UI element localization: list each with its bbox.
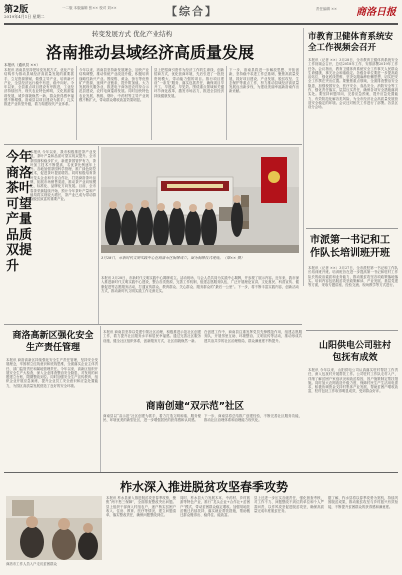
right-top-headline-line1 xyxy=(308,32,400,54)
center-body-2: 在创建工作中，商南县注重发挥党员先锋模范作用，组建志愿服务队，开展邻里互助、环境整治、文明宣传等活动，推动形成共建共治共享的社区治理格局，群众满意度不断提升。 xyxy=(204,330,302,343)
right-mid-body: 本报讯（记者 ××）3月27日，全市派驻第一书记和工作队长培训班开班。培训班旨在进一步提高第一书记和驻村工作队长的政治素质和业务能力，推动脱贫攻坚各项政策落地落实。培训内容包括脱贫攻坚政策解读、产业发展、基层党建等方面，采取专题讲座、经验交流、现场教学等方式进行。 xyxy=(308,266,398,288)
center-body-3: 商南县以“双示范”社区创建为抓手，着力打造文明和谐、服务便民、环境优美的新型社区，进一步增强居民的获得感和认同感。 xyxy=(103,414,201,423)
right-low-headline: 山阳供电公司驻村包抚有成效 xyxy=(318,341,391,363)
visit-photo-graphic xyxy=(6,496,102,560)
right-low-headline-box xyxy=(316,340,394,364)
lead-body-3: 县上把招商引资作为经济工作的生命线，创新招商方式，优化营商环境，先后引进了一批投资规模大、带动能力强的项目。推行项目建设“一条龙”服务，落实包抓责任，确保项目早开工、早建成、早见效。围绕重点领域和关键环节深化改革，激发市场活力，推进全县经济持续健康发展。 xyxy=(154,68,224,98)
story-under-photo: 本报讯 3月28日，市新时代文明实践中心揭牌成立。活动现场，与会人员共同为实践中心揭牌，并参观了展示内容。近年来，我市深入推进新时代文明实践中心建设，整合各类资源，完善工作机制，组建志愿服务队伍，广泛开展理论宣讲、文化惠民、科普宣传、健康促进等志愿服务活动，打通宣传群众、教育群众、关心群众、服务群众的“最后一公里”。下一步，将不断丰富实践内容，创新活动方式，推动新时代文明实践工作走深走实。 xyxy=(101,276,299,293)
date-line: 2019年4月1日 星期二 xyxy=(4,14,45,19)
bottom-photo xyxy=(6,496,102,560)
paper-note: 责任编辑 ×× xyxy=(316,7,337,11)
news-photo xyxy=(101,147,299,253)
page-number: 第2版 xyxy=(4,5,29,15)
masthead xyxy=(0,0,402,24)
lead-body-4: 下一步，洛南县将进一步解放思想、开拓创新，坚持稳中求进工作总基调，聚焦高质量发展，抓好项目建设、产业发展、脱贫攻坚、生态保护等重点工作，努力推动县域经济高质量发展迈出新步伐，为建设美丽幸福新洛南作出新贡献。 xyxy=(229,68,299,94)
right-low-body: 本报讯 今年以来，山阳供电公司认真落实驻村帮扶工作责任，深入包抚村开展帮扶工作。公司驻村工作队走村入户，详细了解贫困户家庭状况和致贫原因，因户施策制定帮扶措施。同时加大农网改造升级力度，保障村民生产生活用电需求，积极协调资金支持村集体产业发展，帮助贫困户增收致富，驻村包抚工作取得明显成效，受到群众好评。 xyxy=(308,368,398,394)
left-col-body: 本报讯 今年以来，我市积极推进茶产业发展，茶叶产量和品质可望实现双提升。全市茶园面积稳步扩大，新建茶园管护有力，茶叶加工技术不断提高，名优茶比例逐年上升。各地加强茶园科学管理，推广绿色防控技术，促进茶叶提质增效。同时积极培育茶叶龙头企业和专业合作社，打造商洛茶叶品牌，拓展市场销售渠道，推动茶产业向规模化、标准化、品牌化方向发展。目前，全市春茶采摘陆续开始，预计今年茶叶产量和产值均将实现较大增长，茶产业已成为带动群众脱贫致富的重要产业。 xyxy=(30,150,96,202)
paper-logo: 商洛日报 xyxy=(356,7,396,18)
lead-kicker: 转变发展方式 优化产业结构 xyxy=(92,30,173,38)
bottom-body-2: 同时，柞水县大力发展木耳、中药材、乡村旅游等特色产业，推行“龙头企业+合作社+贫困户”模式，带动贫困群众稳定增收。加强易地扶贫搬迁后续扶持，落实就业帮扶措施，帮助搬迁群众搬得出、稳得住、能致富。 xyxy=(180,496,250,518)
lead-body-2: 今年以来，洛南县坚持新发展理念，加快产业结构调整，推动传统产业改造升级，积极培育战略性新兴产业。围绕钼、黄金、萤石等优势矿产资源，延伸产业链条，提升附加值。大力发展现代服务业，推进电子商务进农村综合示范县建设，农村电商蓬勃发展。同时加快特色农业发展，核桃、烟叶、中药材等主导产业规模不断扩大，带动群众增收致富效果明显。 xyxy=(79,68,149,103)
right-mid-headline: 市派第一书记和工作队长培训班开班 xyxy=(310,235,390,259)
right-top-body: 本报讯（记者 ××）3月28日，全市教育卫健体育系统安全工作视频会召开，总结2018年工作，安排部署2019年工作任务。会议指出，教育卫健体育系统安全工作事关人民群众生命健康，事关社会和谐稳定。各级各单位要进一步提高政治站位，强化底线思维，坚决克服麻痹松懈思想，切实把安全工作摆在突出位置。要聚焦重点领域，全面排查整治安全隐患，加强校园安全、医疗安全、食品安全、消防安全等工作，强化责任落实，层层压实责任，确保各项安全措施落到实处。要坚持问题导向，完善应急预案，提升应急处置能力，有效防范化解各类风险，为全市经济社会高质量发展营造安全稳定的环境。会议还对相关工作进行了部署。各县区设分会场。 xyxy=(308,58,398,110)
photo-caption: 3月28日，市新时代文明实践中心在商洛市区揭牌成立。图为揭牌仪式现场。（郑×× 摄） xyxy=(101,256,245,260)
section-title: 【综合】 xyxy=(166,5,218,18)
lead-byline: 本报讯（通讯员 ××） xyxy=(4,63,40,67)
bottom-body-4: 据了解，柞水县将以春季攻势为契机，持续巩固脱贫成果，推动脱贫攻坚与乡村振兴有效衔接，不断提升贫困群众的获得感和满意度。 xyxy=(328,496,398,509)
left-mid-body: 本报讯 商洛高新区持续强化安全生产责任管理，坚持安全发展理念，牢固树立红线意识和底线思维，全面落实企业主体责任、部门监管责任和属地管理责任。今年以来，高新区组织开展安全生产大检查，深入企业排查整治安全隐患，对发现的问题建立台账，限期整改到位。同时加强安全生产宣传教育，组织企业开展应急演练，提升企业员工安全意识和应急处置能力，为园区高质量发展营造了良好的安全环境。 xyxy=(6,358,98,388)
center-body-1: 本报讯 商南县坚持以党建引领社区治理，积极推进示范社区创建工作，着力提升社区服务水平和居民幸福感。通过完善社区服务设施，健全社区组织体系，创新服务方式，社区面貌焕然一新。 xyxy=(103,330,201,343)
topline: 一二版 本版编辑 张×× 校对 刘×× xyxy=(62,6,117,10)
right-mid-headline-box xyxy=(310,234,398,260)
left-col-headline: 今年 商洛 茶叶 可望 产量 品质 双提 升 xyxy=(6,150,33,274)
lead-headline: 洛南推动县域经济高质量发展 xyxy=(46,43,255,62)
bottom-body-1: 本报讯 柞水县深入推进脱贫攻坚春季攻势，聚焦“两不愁三保障”，全面排查整改突出问题。县上组织干部深入村组农户，逐户核实贫困户收入、住房、教育、医疗等情况，建立问题清单，落实整改责任，确保问题整改到位。 xyxy=(106,496,176,518)
masthead-rule xyxy=(4,23,398,25)
right-top-headline: 市教育卫健体育系统安全工作视频会召开 xyxy=(308,32,394,53)
left-mid-headline: 商洛高新区强化安全生产责任管理 xyxy=(12,331,94,353)
lead-body-1: 本报讯 洛南县坚持把转变发展方式、优化产业结构作为推动县域经济高质量发展的重要抓手，立足资源禀赋，做强主导产业，培育新兴产业，全县经济运行稳中有进、稳中向好。今年以来，全县重点项目建设有序推进，工业经济持续回升，现代农业特色鲜明，文化旅游蓬勃发展，城乡面貌焕然一新，群众获得感幸福感不断增强。洛南县以项目建设为抓手，扎实推进产业转型升级，着力构建现代产业体系。 xyxy=(4,68,74,107)
ceremony-photo-graphic xyxy=(101,147,299,253)
center-body-4: 下一步，商南县将总结推广创建经验，不断完善社区服务功能，推动社区治理体系和治理能力现代化。 xyxy=(204,414,302,423)
bottom-body-3: 县上还进一步压实各级责任，强化督查考核，对工作不力、问题整改不到位的单位和个人严肃问责，以作风攻坚促进脱贫攻坚，确保高质量完成年度脱贫任务。 xyxy=(254,496,324,513)
bottom-photo-caption: 商洛市工作人员入户走访贫困群众 xyxy=(6,562,57,566)
center-mid-headline: 商南创建“双示范”社区 xyxy=(146,401,244,412)
bottom-headline: 柞水深入推进脱贫攻坚春季攻势 xyxy=(120,480,289,494)
left-mid-headline-box xyxy=(10,330,96,354)
